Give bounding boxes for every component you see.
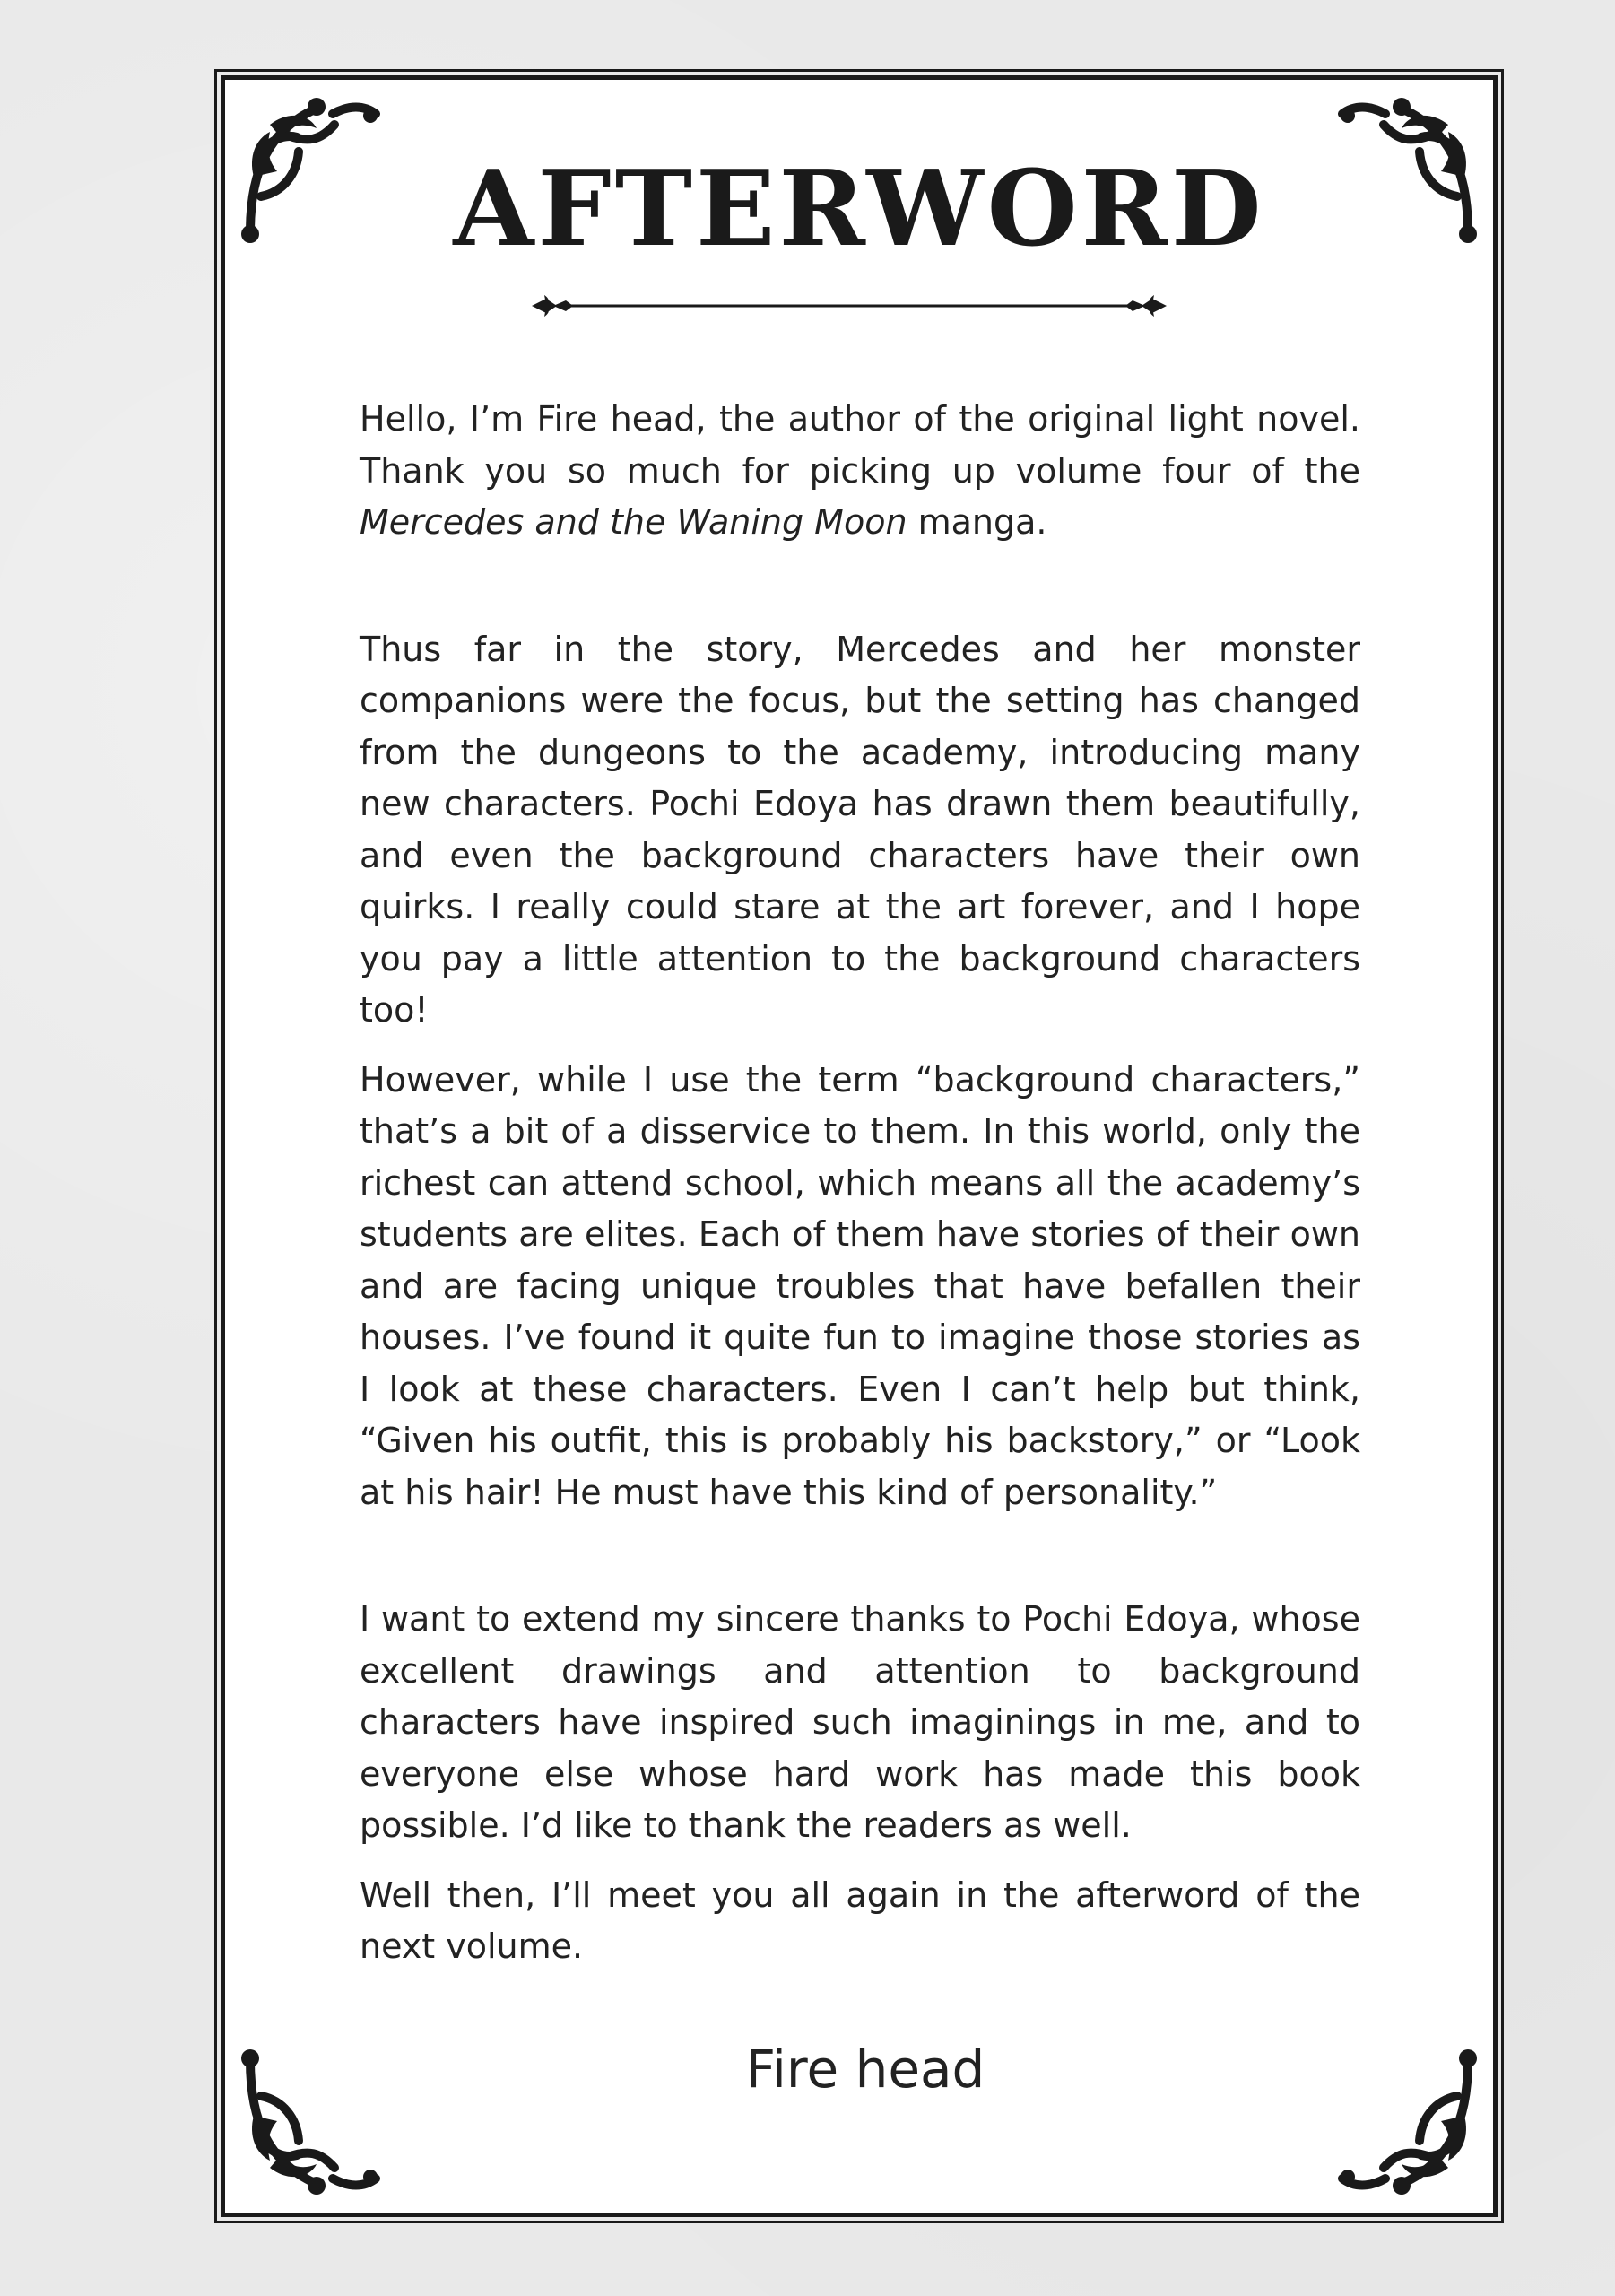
- afterword-panel: [221, 75, 1498, 2217]
- paragraph-3: However, while I use the term “background characters,” that’s a bit of a disservice to them. In this world, only the richest can attend school, which means all the academy’s students are elites. Each of them have stories of their own and are facing unique troubles that have befallen their houses. I’ve found it quite fun to imagine those stories as I look at these characters. Even I can’t help but think, “Given his outfit, this is probably his backstory,” or “Look at his hair! He must have this kind of personality.”: [360, 1059, 1360, 1512]
- book-title-italic: Mercedes and the Waning Moon: [360, 502, 907, 542]
- paragraph-1-text: Hello, I’m Fire head, the author of the original light novel. Thank you so much for picking up volume four of the: [360, 399, 1360, 491]
- paragraph-1-text-end: manga.: [907, 502, 1047, 542]
- author-signature: Fire head: [745, 2039, 985, 2100]
- page-title: AFTERWORD: [453, 148, 1265, 270]
- paragraph-4: I want to extend my sincere thanks to Pochi Edoya, whose excellent drawings and attention to background characters have inspired such imaginings in me, and to everyone else whose hard work has made this book possible. I’d like to thank the readers as well.: [360, 1599, 1360, 1845]
- afterword-body: [360, 394, 1360, 1973]
- paragraph-1: [360, 394, 1360, 549]
- paragraph-5: Well then, I’ll meet you all again in the afterword of the next volume.: [360, 1874, 1360, 1966]
- ornamental-divider-icon: [526, 288, 1172, 324]
- paragraph-2: Thus far in the story, Mercedes and her monster companions were the focus, but the setting has changed from the dungeons to the academy, introducing many new characters. Pochi Edoya has drawn them beautifully, and even the background characters have their own quirks. I really could stare at the art forever, and I hope you pay a little attention to the background characters too!: [360, 629, 1360, 1030]
